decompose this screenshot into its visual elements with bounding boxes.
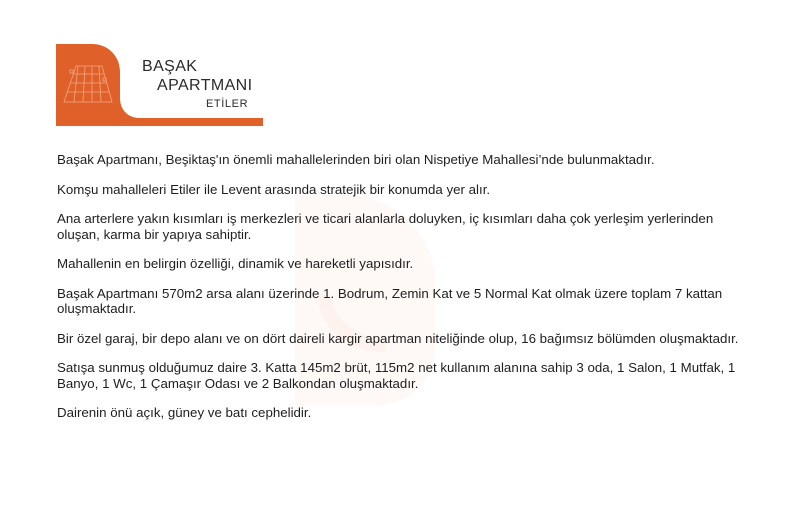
logo-title-line1: BAŞAK (142, 58, 198, 75)
paragraph: Başak Apartmanı 570m2 arsa alanı üzerinde 1. Bodrum, Zemin Kat ve 5 Normal Kat olmak üzere toplam 7 kattan oluşmaktadır. (57, 285, 723, 316)
logo-wordmark (142, 57, 252, 110)
paragraph: Satışa sunmuş olduğumuz daire 3. Katta 145m2 brüt, 115m2 net kullanım alanına sahip 3 oda, 1 Salon, 1 Mutfak, 1 Banyo, 1 Wc, 1 Çamaşır Odası ve 2 Balkondan oluşmaktadır. (57, 360, 736, 391)
paragraph: Mahallenin en belirgin özelliği, dinamik ve hareketli yapısıdır. (57, 256, 414, 271)
paragraph: Ana arterlere yakın kısımları iş merkezleri ve ticari alanlarla doluyken, iç kısımları daha çok yerleşim yerlerinden oluşan, karma bir yapıya sahiptir. (57, 211, 714, 242)
paragraph: Bir özel garaj, bir depo alanı ve on dört daireli kargir apartman niteliğinde olup, 16 bağımsız bölümden oluşmaktadır. (57, 330, 739, 346)
description-text (57, 152, 747, 435)
paragraph: Dairenin önü açık, güney ve batı cephelidir. (57, 405, 312, 420)
brand-logo (56, 44, 263, 126)
logo-subtitle: ETİLER (206, 98, 249, 110)
logo-title-line2: APARTMANI (157, 77, 253, 94)
paragraph: Komşu mahalleleri Etiler ile Levent arasında stratejik bir konumda yer alır. (57, 181, 491, 197)
paragraph: Başak Apartmanı, Beşiktaş'ın önemli mahallelerinden biri olan Nispetiye Mahallesi’nde bulunmaktadır. (57, 152, 655, 167)
